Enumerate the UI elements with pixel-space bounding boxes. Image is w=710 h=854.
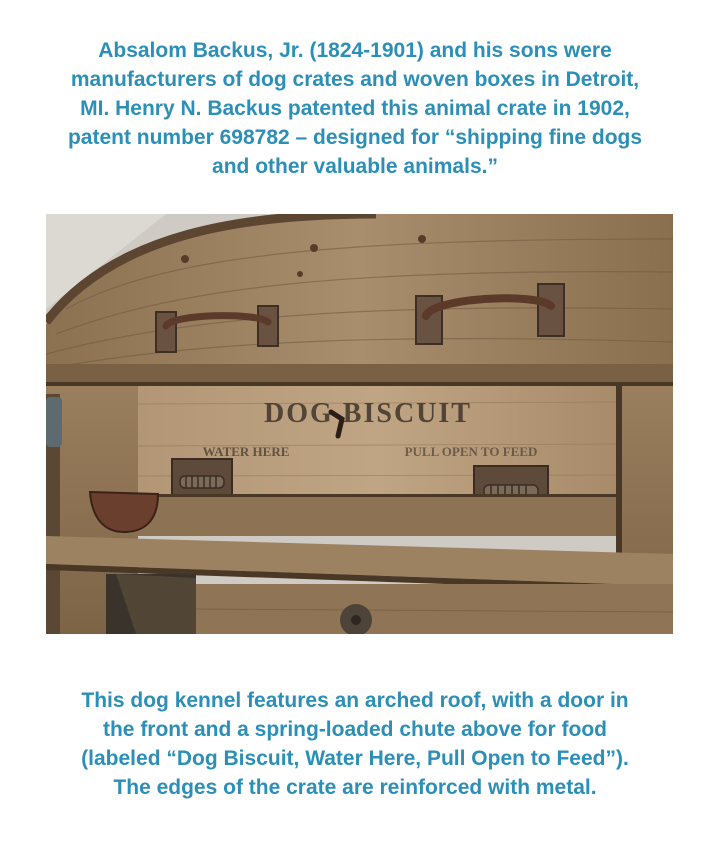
bottom-caption-line-2: the front and a spring-loaded chute above for food	[102, 718, 607, 741]
stencil-right: PULL OPEN TO FEED	[404, 444, 538, 459]
bottom-caption	[0, 686, 710, 802]
top-caption-line-1: Absalom Backus, Jr. (1824-1901) and his sons were	[98, 39, 612, 62]
bottom-caption-line-3: (labeled “Dog Biscuit, Water Here, Pull Open to Feed”).	[81, 747, 629, 770]
stencil-left: WATER HERE	[202, 444, 290, 459]
bottom-caption-line-1: This dog kennel features an arched roof, with a door in	[81, 689, 629, 712]
crate-photo	[46, 214, 673, 634]
top-caption-line-2: manufacturers of dog crates and woven boxes in Detroit,	[70, 68, 640, 91]
top-caption-line-3: MI. Henry N. Backus patented this animal crate in 1902,	[80, 97, 630, 120]
stencil-main: DOG BISCUIT	[264, 398, 472, 429]
top-caption-line-4: patent number 698782 – designed for “shipping fine dogs	[67, 126, 643, 149]
crate-illustration	[46, 214, 673, 634]
metal-hinge	[46, 397, 62, 447]
bottom-caption-line-4: The edges of the crate are reinforced with metal.	[113, 776, 597, 799]
top-caption	[0, 36, 710, 181]
top-caption-line-5: and other valuable animals.”	[212, 155, 498, 178]
door-top-panel	[138, 494, 616, 536]
